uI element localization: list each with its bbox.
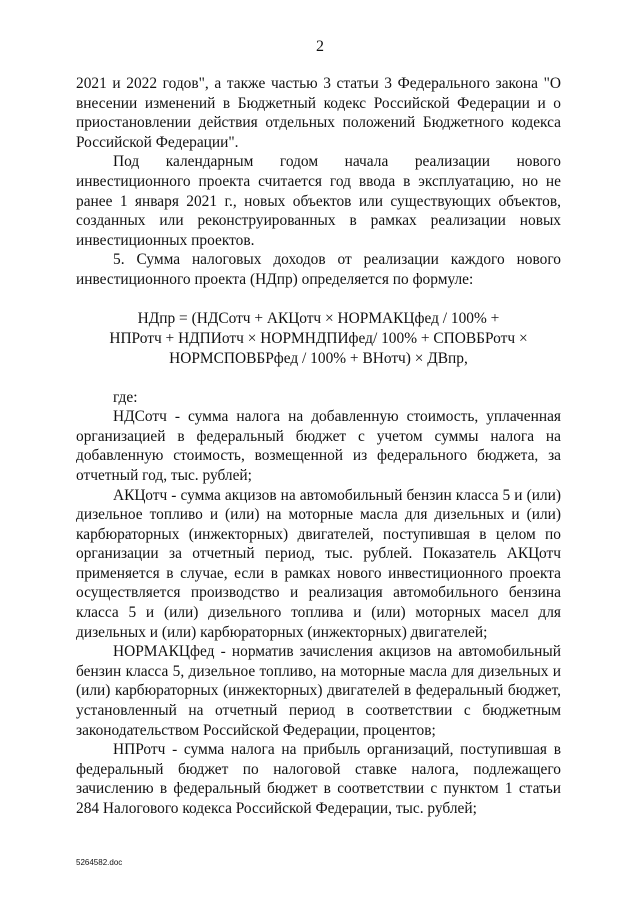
- document-body: [76, 74, 561, 819]
- formula-line: НОРМСПОВБРфед / 100% + ВНотч) × ДВпр,: [169, 349, 468, 367]
- formula-block: [76, 309, 561, 369]
- definition-normakc: НОРМАКЦфед - норматив зачисления акцизов на автомобильный бензин класса 5, дизельное топливо, на моторные масла для дизельных и (или) карбюраторных (инжекторных) двигателей в федеральный бюджет, установленный на отчетный период в соответствии с бюджетным законодательством Российской Федерации, процентов;: [76, 643, 561, 739]
- formula-line: НПРотч + НДПИотч × НОРМНДПИфед/ 100% + СПОВБРотч ×: [109, 329, 528, 347]
- paragraph-continuation: 2021 и 2022 годов", а также частью 3 статьи 3 Федерального закона "О внесении изменений в Бюджетный кодекс Российской Федерации и о приостановлении действия отдельных положений Бюджетного кодекса Российской Федерации".: [76, 75, 561, 151]
- definition-npr: НПРотч - сумма налога на прибыль организаций, поступившая в федеральный бюджет по налоговой ставке налога, подлежащего зачислению в федеральный бюджет в соответствии с пунктом 1 статьи 284 Налогового кодекса Российской Федерации, тыс. рублей;: [76, 741, 561, 817]
- where-label: где:: [113, 388, 138, 406]
- definition-nds: НДСотч - сумма налога на добавленную стоимость, уплаченная организацией в федеральный бюджет с учетом суммы налога на добавленную стоимость, возмещенной из федерального бюджета, за отчетный год, тыс. рублей;: [76, 408, 561, 484]
- formula-line: НДпр = (НДСотч + АКЦотч × НОРМАКЦфед / 100% +: [137, 309, 500, 327]
- paragraph-item-5: 5. Сумма налоговых доходов от реализации каждого нового инвестиционного проекта (НДпр) определяется по формуле:: [76, 251, 561, 288]
- paragraph-calendar-year: Под календарным годом начала реализации нового инвестиционного проекта считается год ввода в эксплуатацию, но не ранее 1 января 2021 г., новых объектов или существующих объектов, созданных или реконструированных в рамках реализации новых инвестиционных проектов.: [76, 153, 561, 249]
- page-number: 2: [316, 38, 324, 55]
- file-name-footer: 5264582.doc: [76, 858, 123, 867]
- definition-akc: АКЦотч - сумма акцизов на автомобильный бензин класса 5 и (или) дизельное топливо и (или) на моторные масла для дизельных и (или) карбюраторных (инжекторных) двигателей, поступившая в целом по организации за отчетный период, тыс. рублей. Показатель АКЦотч применяется в случае, если в рамках нового инвестиционного проекта осуществляется производство и реализация автомобильного бензина класса 5 и (или) дизельного топлива и (или) моторных масел для дизельных и (или) карбюраторных (инжекторных) двигателей;: [76, 486, 561, 641]
